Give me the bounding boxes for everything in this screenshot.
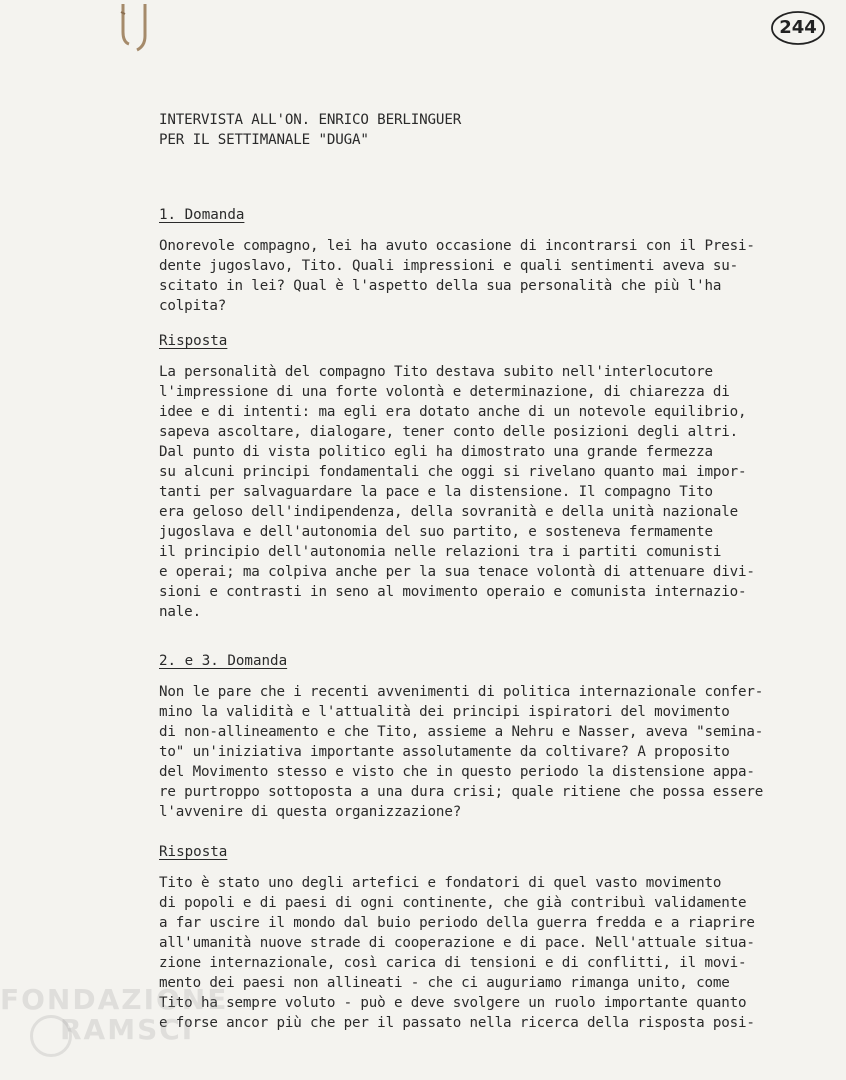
watermark-line2: RAMSCI <box>60 1013 195 1046</box>
question-2-heading: 2. e 3. Domanda <box>159 653 288 669</box>
watermark-line1: FONDAZIONE <box>0 983 229 1016</box>
answer-2-line: mento dei paesi non allineati - che ci auguriamo rimanga unito, come <box>159 975 730 991</box>
question-2-line: mino la validità e l'attualità dei principi ispiratori del movimento <box>159 704 730 720</box>
staple-mark-icon <box>117 2 153 54</box>
answer-1-line: jugoslava e dell'autonomia del suo partito, e sosteneva fermamente <box>159 524 713 540</box>
answer-2-line: all'umanità nuove strade di cooperazione e di pace. Nell'attuale situa- <box>159 935 755 951</box>
page-number-text: 244 <box>779 17 817 38</box>
answer-1-line: idee e di intenti: ma egli era dotato anche di un notevole equilibrio, <box>159 404 747 420</box>
question-2-line: to" un'iniziativa importante assolutamente da coltivare? A proposito <box>159 744 730 760</box>
answer-1-heading: Risposta <box>159 333 228 349</box>
answer-2-line: di popoli e di paesi di ogni continente, che già contribuì validamente <box>159 895 747 911</box>
answer-1-line: era geloso dell'indipendenza, della sovranità e della unità nazionale <box>159 504 739 520</box>
question-2-line: del Movimento stesso e visto che in questo periodo la distensione appa- <box>159 764 755 780</box>
document-title-line2: PER IL SETTIMANALE "DUGA" <box>159 132 369 148</box>
answer-1-line: nale. <box>159 604 201 620</box>
fondazione-gramsci-watermark <box>0 975 229 1080</box>
answer-1-line: e operai; ma colpiva anche per la sua tenace volontà di attenuare divi- <box>159 564 755 580</box>
answer-2-line: e forse ancor più che per il passato nella ricerca della risposta posi- <box>159 1015 755 1031</box>
question-1-line: scitato in lei? Qual è l'aspetto della sua personalità che più l'ha <box>159 278 722 294</box>
answer-1-line: su alcuni principi fondamentali che oggi si rivelano quanto mai impor- <box>159 464 747 480</box>
answer-1-line: il principio dell'autonomia nelle relazioni tra i partiti comunisti <box>159 544 722 560</box>
question-1-line: Onorevole compagno, lei ha avuto occasione di incontrarsi con il Presi- <box>159 238 755 254</box>
page-number <box>770 10 826 46</box>
document-title-line1: INTERVISTA ALL'ON. ENRICO BERLINGUER <box>159 112 462 128</box>
answer-2-line: Tito ha sempre voluto - può e deve svolgere un ruolo importante quanto <box>159 995 747 1011</box>
answer-1-line: Dal punto di vista politico egli ha dimostrato una grande fermezza <box>159 444 713 460</box>
answer-1-line: La personalità del compagno Tito destava subito nell'interlocutore <box>159 364 713 380</box>
question-2-line: Non le pare che i recenti avvenimenti di politica internazionale confer- <box>159 684 764 700</box>
answer-2-line: Tito è stato uno degli artefici e fondatori di quel vasto movimento <box>159 875 722 891</box>
answer-2-line: a far uscire il mondo dal buio periodo della guerra fredda e a riaprire <box>159 915 755 931</box>
question-2-line: re purtroppo sottoposta a una dura crisi; quale ritiene che possa essere <box>159 784 764 800</box>
question-1-heading: 1. Domanda <box>159 207 245 223</box>
answer-1-line: sioni e contrasti in seno al movimento operaio e comunista internazio- <box>159 584 747 600</box>
question-1-line: colpita? <box>159 298 227 314</box>
answer-1-line: tanti per salvaguardare la pace e la distensione. Il compagno Tito <box>159 484 713 500</box>
question-1-line: dente jugoslavo, Tito. Quali impressioni e quali sentimenti aveva su- <box>159 258 739 274</box>
answer-1-line: sapeva ascoltare, dialogare, tener conto delle posizioni degli altri. <box>159 424 739 440</box>
answer-2-heading: Risposta <box>159 844 228 860</box>
answer-2-line: zione internazionale, così carica di tensioni e di conflitti, il movi- <box>159 955 747 971</box>
question-2-line: di non-allineamento e che Tito, assieme a Nehru e Nasser, aveva "semina- <box>159 724 764 740</box>
question-2-line: l'avvenire di questa organizzazione? <box>159 804 462 820</box>
answer-1-line: l'impressione di una forte volontà e determinazione, di chiarezza di <box>159 384 730 400</box>
